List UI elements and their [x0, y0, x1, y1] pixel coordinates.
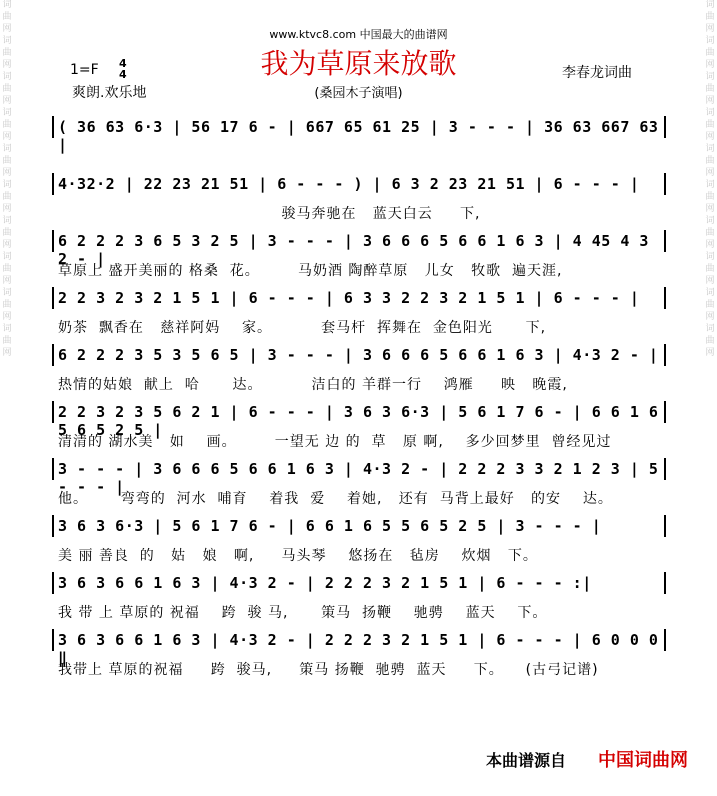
watermark-char: 网 [2, 348, 12, 358]
watermark-char: 词 [705, 72, 715, 82]
watermark-char: 曲 [2, 300, 12, 310]
watermark-char: 词 [2, 180, 12, 190]
watermark-right [703, 0, 717, 796]
system-barline-start [52, 344, 54, 366]
lyric-line-6: 清清的 湖水美 如 画。 一望无 边 的 草 原 啊, 多少回梦里 曾经见过 [58, 434, 612, 450]
lyric-line-8: 美 丽 善良 的 姑 娘 啊, 马头琴 悠扬在 毡房 炊烟 下。 [58, 548, 538, 564]
system-barline-start [52, 629, 54, 651]
system-barline-end [664, 173, 666, 195]
lyric-line-2: 骏马奔驰在 蓝天白云 下, [58, 206, 481, 222]
system-barline-end [664, 572, 666, 594]
watermark-char: 曲 [2, 48, 12, 58]
watermark-char: 曲 [705, 192, 715, 202]
watermark-char: 网 [705, 24, 715, 34]
watermark-char: 网 [705, 96, 715, 106]
watermark-char: 曲 [2, 336, 12, 346]
system-barline-start [52, 458, 54, 480]
score-line-6: 2 2 3 2 3 5 6 2 1 | 6 - - - | 3 6 3 6·3 | 5 6 1 7 6 - | 6 6 1 6 5 6 5 2 5 | [58, 403, 659, 439]
performer: (桑园木子演唱) [314, 86, 403, 101]
system-barline-start [52, 401, 54, 423]
lyric-line-5: 热情的姑娘 献上 哈 达。 洁白的 羊群一行 鸿雁 映 晚霞, [58, 377, 568, 393]
system-barline-start [52, 515, 54, 537]
watermark-char: 曲 [2, 84, 12, 94]
watermark-char: 词 [2, 144, 12, 154]
key-signature: 1=F [70, 62, 99, 78]
watermark-char: 词 [705, 144, 715, 154]
watermark-char: 网 [2, 96, 12, 106]
score-line-10: 3 6 3 6 6 1 6 3 | 4·3 2 - | 2 2 2 3 2 1 5 1 | 6 - - - | 6 0 0 0 ‖ [58, 631, 659, 667]
lyric-line-10: 我带上 草原的祝福 跨 骏马, 策马 扬鞭 驰骋 蓝天 下。 (古弓记谱) [58, 662, 599, 678]
score-line-4: 2 2 3 2 3 2 1 5 1 | 6 - - - | 6 3 3 2 2 3 2 1 5 1 | 6 - - - | [58, 289, 640, 307]
watermark-char: 词 [705, 0, 715, 10]
watermark-char: 曲 [2, 228, 12, 238]
system-barline-end [664, 116, 666, 138]
watermark-char: 网 [705, 348, 715, 358]
system-barline-start [52, 572, 54, 594]
watermark-char: 词 [705, 180, 715, 190]
system-barline-end [664, 401, 666, 423]
watermark-char: 词 [705, 216, 715, 226]
score-line-5: 6 2 2 2 3 5 3 5 6 5 | 3 - - - | 3 6 6 6 5 6 6 1 6 3 | 4·3 2 - | [58, 346, 659, 364]
watermark-char: 词 [2, 108, 12, 118]
watermark-char: 词 [705, 108, 715, 118]
watermark-char: 曲 [705, 264, 715, 274]
watermark-char: 词 [2, 0, 12, 10]
score-line-8: 3 6 3 6·3 | 5 6 1 7 6 - | 6 6 1 6 5 5 6 5 2 5 | 3 - - - | [58, 517, 602, 535]
watermark-char: 曲 [2, 192, 12, 202]
system-barline-end [664, 458, 666, 480]
time-signature-bottom: 4 [119, 68, 127, 81]
watermark-char: 曲 [2, 12, 12, 22]
score-line-3: 6 2 2 2 3 6 5 3 2 5 | 3 - - - | 3 6 6 6 5 6 6 1 6 3 | 4 45 4 3 2 - | [58, 232, 649, 268]
watermark-char: 网 [705, 132, 715, 142]
lyric-line-4: 奶茶 飘香在 慈祥阿妈 家。 套马杆 挥舞在 金色阳光 下, [58, 320, 547, 336]
watermark-char: 词 [705, 252, 715, 262]
watermark-char: 曲 [705, 48, 715, 58]
watermark-char: 网 [2, 312, 12, 322]
watermark-char: 网 [2, 60, 12, 70]
composer-credit: 李春龙词曲 [562, 65, 632, 81]
watermark-char: 词 [2, 324, 12, 334]
watermark-char: 曲 [705, 120, 715, 130]
watermark-char: 曲 [705, 12, 715, 22]
watermark-char: 网 [705, 240, 715, 250]
score-line-7: 3 - - - | 3 6 6 6 5 6 6 1 6 3 | 4·3 2 - | 2 2 2 3 3 2 1 2 3 | 5 - - - | [58, 460, 659, 496]
watermark-char: 曲 [705, 156, 715, 166]
system-barline-end [664, 344, 666, 366]
watermark-char: 网 [2, 24, 12, 34]
source-site: 中国词曲网 [598, 750, 688, 771]
lyric-line-7: 他。 弯弯的 河水 哺育 着我 爱 着她, 还有 马背上最好 的安 达。 [58, 491, 613, 507]
watermark-char: 网 [705, 312, 715, 322]
watermark-char: 网 [705, 276, 715, 286]
system-barline-end [664, 287, 666, 309]
watermark-char: 词 [2, 216, 12, 226]
watermark-char: 词 [705, 288, 715, 298]
watermark-char: 曲 [2, 120, 12, 130]
score-line-1: ( 36 63 6·3 | 56 17 6 - | 667 65 61 25 | 3 - - - | 36 63 667 63 | [58, 118, 659, 154]
system-barline-start [52, 287, 54, 309]
watermark-char: 网 [705, 204, 715, 214]
watermark-char: 网 [2, 276, 12, 286]
watermark-char: 词 [2, 252, 12, 262]
score-line-2: 4·32·2 | 22 23 21 51 | 6 - - - ) | 6 3 2 23 21 51 | 6 - - - | [58, 175, 640, 193]
watermark-char: 曲 [705, 84, 715, 94]
watermark-char: 词 [2, 288, 12, 298]
watermark-char: 曲 [2, 156, 12, 166]
watermark-char: 曲 [705, 228, 715, 238]
watermark-char: 曲 [2, 264, 12, 274]
watermark-char: 词 [2, 36, 12, 46]
watermark-char: 网 [705, 168, 715, 178]
time-signature-top: 4 [119, 57, 127, 70]
system-barline-end [664, 629, 666, 651]
song-title: 我为草原来放歌 [260, 47, 457, 80]
watermark-char: 网 [2, 168, 12, 178]
tempo-mood: 爽朗.欢乐地 [72, 85, 147, 101]
watermark-char: 词 [705, 36, 715, 46]
watermark-char: 网 [705, 60, 715, 70]
watermark-char: 网 [2, 132, 12, 142]
system-barline-start [52, 230, 54, 252]
watermark-char: 曲 [705, 300, 715, 310]
system-barline-end [664, 230, 666, 252]
watermark-char: 曲 [705, 336, 715, 346]
site-url: www.ktvc8.com 中国最大的曲谱网 [269, 28, 448, 41]
score-line-9: 3 6 3 6 6 1 6 3 | 4·3 2 - | 2 2 2 3 2 1 5 1 | 6 - - - :| [58, 574, 592, 592]
watermark-char: 词 [2, 72, 12, 82]
watermark-char: 网 [2, 204, 12, 214]
watermark-char: 网 [2, 240, 12, 250]
system-barline-end [664, 515, 666, 537]
watermark-char: 词 [705, 324, 715, 334]
system-barline-start [52, 173, 54, 195]
source-label: 本曲谱源自 [486, 751, 567, 770]
system-barline-start [52, 116, 54, 138]
time-signature [119, 58, 127, 80]
watermark-left [0, 0, 14, 796]
lyric-line-9: 我 带 上 草原的 祝福 跨 骏 马, 策马 扬鞭 驰骋 蓝天 下。 [58, 605, 548, 621]
lyric-line-3: 草原上 盛开美丽的 格桑 花。 马奶酒 陶醉草原 儿女 牧歌 遍天涯, [58, 263, 563, 279]
